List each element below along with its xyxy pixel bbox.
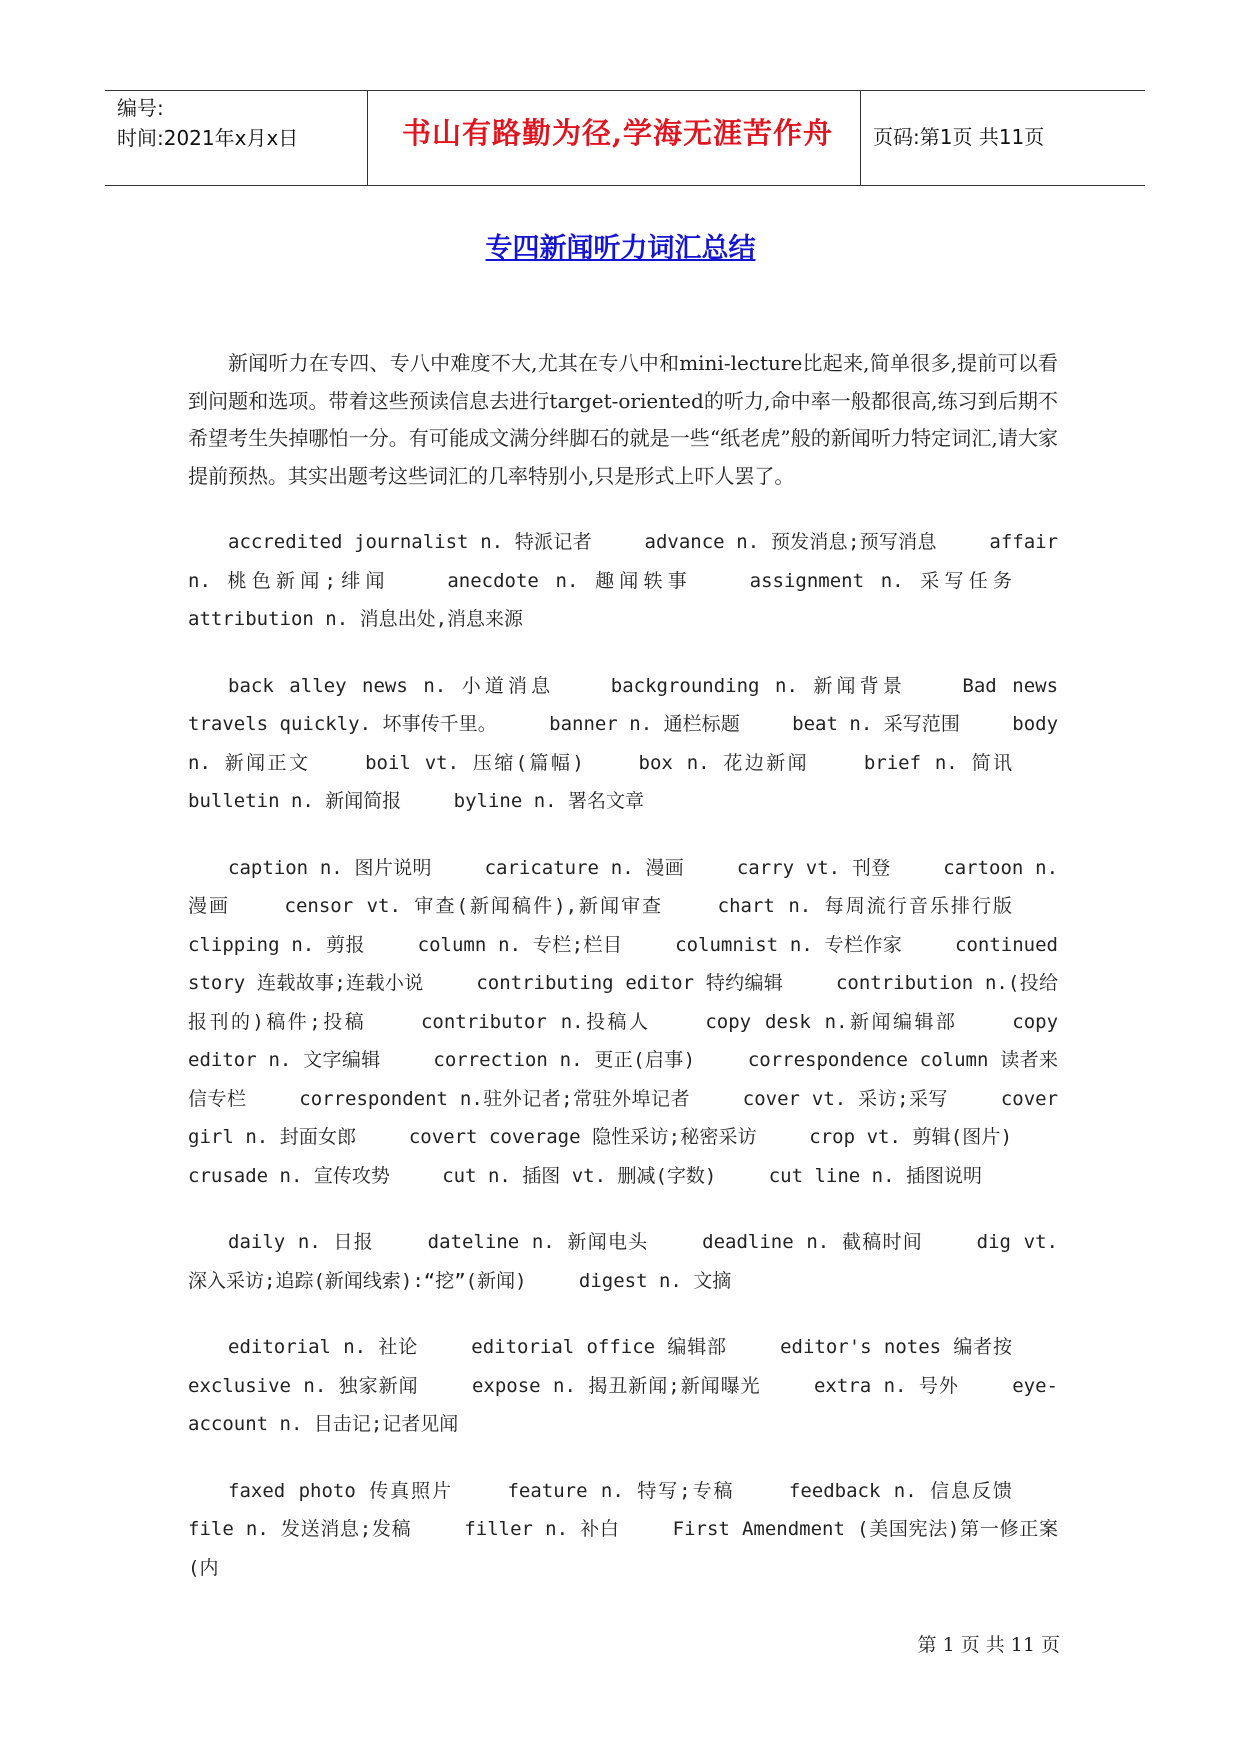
vocab-entry: affair n. 桃色新闻;绯闻 [188,531,1059,592]
vocab-entry: banner n. 通栏标题 [549,713,740,735]
vocabulary-list [188,523,1058,1587]
vocab-entry: box n. 花边新闻 [638,751,810,774]
vocab-entry: Bad news travels quickly. 坏事传千里。 [188,674,1059,735]
vocab-entry: attribution n. 消息出处,消息来源 [188,608,524,630]
vocab-entry: continued story 连载故事;连载小说 [188,933,1058,994]
vocab-entry: anecdote n. 趣闻轶事 [447,569,693,592]
vocab-entry: cover vt. 采访;采写 [742,1087,948,1110]
header-divider-right [860,91,861,185]
header-meta [117,93,367,153]
vocab-group [188,523,1058,639]
vocab-group [188,1328,1058,1444]
vocab-entry: body n. 新闻正文 [188,713,1059,774]
vocab-entry: cut n. 插图 vt. 删减(字数) [442,1164,717,1187]
vocab-entry: feature n. 特写;专稿 [507,1479,735,1502]
vocab-entry: assignment n. 采写任务 [749,569,1012,592]
vocab-entry: crop vt. 剪辑(图片) [809,1126,1013,1148]
vocab-entry: cover girl n. 封面女郎 [188,1087,1059,1148]
time-label: 时间:2021年x月x日 [117,126,299,150]
vocab-group [188,667,1058,821]
vocab-entry: expose n. 揭丑新闻;新闻曝光 [471,1374,761,1397]
vocab-entry: file n. 发送消息;发稿 [188,1518,412,1540]
serial-label: 编号: [117,96,164,120]
vocab-entry: dateline n. 新闻电头 [427,1231,649,1253]
vocab-entry: advance n. 预发消息;预写消息 [644,531,937,553]
vocab-entry: digest n. 文摘 [578,1269,732,1292]
vocab-entry: correspondence column 读者来信专栏 [188,1049,1059,1110]
vocab-entry: contributing editor 特约编辑 [476,972,784,994]
vocab-entry: editorial n. 社论 [228,1336,419,1358]
vocab-entry: contributor n.投稿人 [420,1010,651,1033]
document-title[interactable]: 专四新闻听力词汇总结 [485,233,756,264]
vocab-entry: backgrounding n. 新闻背景 [610,674,906,697]
header-page-label: 页码:第1页 共11页 [873,125,1045,149]
vocab-entry: back alley news n. 小道消息 [228,674,555,697]
vocab-entry: filler n. 补白 [464,1518,620,1540]
vocab-entry: copy editor n. 文字编辑 [188,1010,1059,1071]
vocab-entry: column n. 专栏;栏目 [417,933,623,956]
vocab-entry: clipping n. 剪报 [188,933,365,956]
vocab-entry: crusade n. 宣传攻势 [188,1164,390,1187]
vocab-entry: brief n. 简讯 [863,751,1012,774]
vocab-entry: correspondent n.驻外记者;常驻外埠记者 [299,1087,690,1110]
vocab-group [188,849,1058,1196]
vocab-entry: boil vt. 压缩(篇幅) [365,751,584,774]
vocab-entry: byline n. 署名文章 [453,790,645,812]
vocab-group [188,1472,1058,1588]
vocab-entry: feedback n. 信息反馈 [788,1479,1013,1502]
vocab-entry: caption n. 图片说明 [228,856,432,879]
vocab-entry: editorial office 编辑部 [471,1336,727,1358]
vocab-entry: editor's notes 编者按 [780,1336,1013,1358]
vocab-entry: beat n. 采写范围 [792,713,960,735]
vocab-entry: covert coverage 隐性采访;秘密采访 [408,1126,757,1148]
vocab-entry: deadline n. 截稿时间 [702,1231,924,1253]
vocab-entry: daily n. 日报 [228,1231,375,1253]
vocab-entry: accredited journalist n. 特派记者 [228,531,592,553]
vocab-entry: bulletin n. 新闻简报 [188,790,402,812]
vocab-entry: carry vt. 刊登 [736,856,891,879]
vocab-entry: columnist n. 专栏作家 [675,933,903,956]
vocab-entry: correction n. 更正(启事) [433,1049,696,1071]
vocab-entry: cartoon n. 漫画 [188,856,1059,917]
document-body [188,345,1058,1615]
vocab-group [188,1223,1058,1300]
vocab-entry: censor vt. 审查(新闻稿件),新闻审查 [284,895,664,917]
vocab-entry: contribution n.(投给报刊的)稿件;投稿 [188,972,1059,1033]
vocab-entry: dig vt. 深入采访;追踪(新闻线索):“挖”(新闻) [188,1231,1058,1292]
page-footer: 第 1 页 共 11 页 [917,1634,1060,1656]
page-header [105,90,1145,186]
vocab-entry: chart n. 每周流行音乐排行版 [717,895,1013,917]
vocab-entry: copy desk n.新闻编辑部 [705,1010,958,1033]
vocab-entry: extra n. 号外 [813,1374,959,1397]
vocab-entry: eye-account n. 目击记;记者见闻 [188,1374,1058,1435]
vocab-entry: cut line n. 插图说明 [768,1164,982,1187]
vocab-entry: First Amendment (美国宪法)第一修正案(内 [188,1518,1059,1579]
vocab-entry: caricature n. 漫画 [484,856,685,879]
vocab-entry: exclusive n. 独家新闻 [188,1374,419,1397]
header-divider-left [367,91,368,185]
vocab-entry: faxed photo 传真照片 [228,1479,454,1502]
intro-paragraph: 新闻听力在专四、专八中难度不大,尤其在专八中和mini-lecture比起来,简单很多,提前可以看到问题和选项。带着这些预读信息去进行target-oriented的听力,命中率一般都很高,练习到后期不希望考生失掉哪怕一分。有可能成文满分绊脚石的就是一些“纸老虎”般的新闻听力特定词汇,请大家提前预热。其实出题考这些词汇的几率特别小,只是形式上吓人罢了。 [188,351,1058,488]
header-motto: 书山有路勤为径,学海无涯苦作舟 [401,116,834,150]
